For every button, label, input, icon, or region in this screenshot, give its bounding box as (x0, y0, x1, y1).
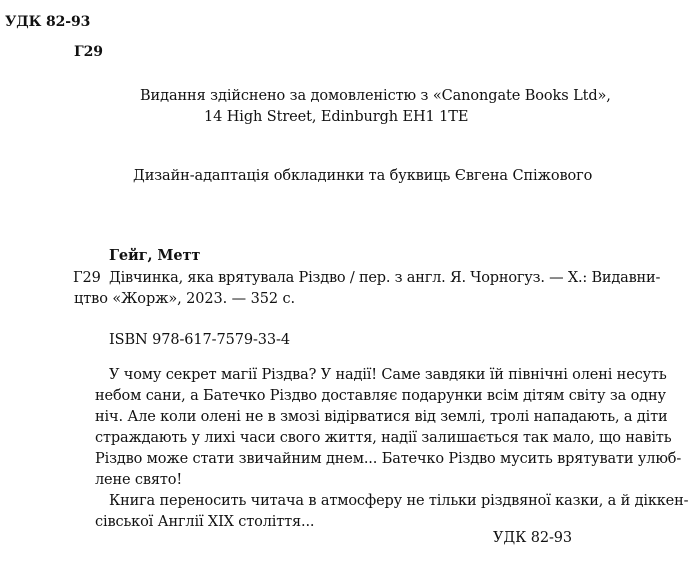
catalog-bbk-code: Г29 (73, 270, 101, 286)
catalog-author: Гейг, Метт (109, 247, 201, 264)
annotation-line-2: небом сани, а Батечко Різдво доставляє подарунки всім дітям світу за одну (95, 388, 666, 404)
agreement-line-1: Видання здійснено за домовленістю з «Canongate Books Ltd», (140, 88, 611, 104)
isbn: ISBN 978-617-7579-33-4 (109, 332, 290, 348)
annotation-line-4: страждають у лихі часи свого життя, надії залишається так мало, що навіть (95, 430, 672, 446)
annotation-paragraph-2-line-2: сівської Англії XIX століття... (95, 514, 315, 530)
udk-code-top: УДК 82-93 (5, 14, 91, 30)
catalog-description-line-1: Дівчинка, яка врятувала Різдво / пер. з англ. Я. Чорногуз. — Х.: Видавни- (109, 270, 661, 286)
design-credit: Дизайн-адаптація обкладинки та буквиць Євгена Спіжового (133, 168, 593, 184)
udk-code-bottom: УДК 82-93 (493, 530, 572, 546)
agreement-line-2: 14 High Street, Edinburgh EH1 1TE (204, 109, 469, 125)
annotation-line-5: Різдво може стати звичайним днем... Батечко Різдво мусить врятувати улюб- (95, 451, 682, 467)
annotation-line-1: У чому секрет магії Різдва? У надії! Саме завдяки їй північні олені несуть (109, 367, 667, 383)
annotation-paragraph-2-line-1: Книга переносить читача в атмосферу не тільки різдвяної казки, а й діккен- (109, 493, 688, 509)
bbk-code-top: Г29 (74, 44, 103, 60)
annotation-line-3: ніч. Але коли олені не в змозі відірватися від землі, тролі нападають, а діти (95, 409, 668, 425)
catalog-description-line-2: цтво «Жорж», 2023. — 352 с. (74, 291, 295, 307)
annotation-line-6: лене свято! (95, 472, 183, 488)
